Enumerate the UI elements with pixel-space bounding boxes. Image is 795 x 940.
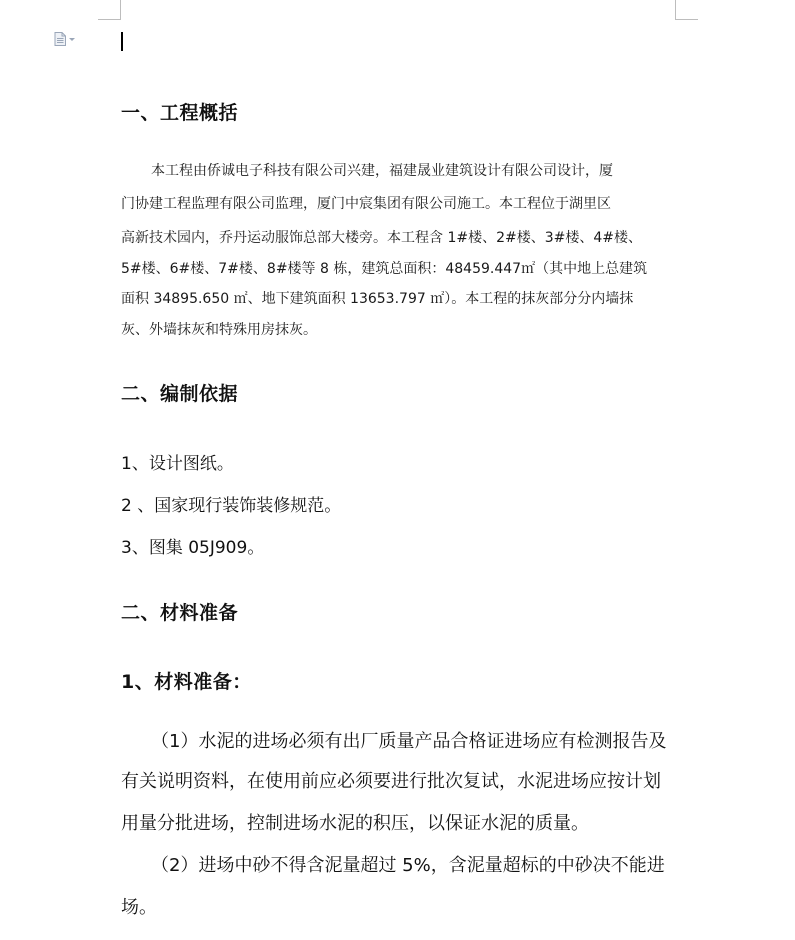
overview-line-2: 门协建工程监理有限公司监理，厦门中宸集团有限公司施工。本工程位于湖里区 [121,196,611,212]
overview-line-3: 高新技术园内，乔丹运动服饰总部大楼旁。本工程含 1#楼、2#楼、3#楼、4#楼、 [121,230,642,246]
paragraph-handle[interactable] [54,31,75,47]
text-cursor [121,32,123,51]
material-line-3: 用量分批进场，控制进场水泥的积压，以保证水泥的质量。 [121,813,589,834]
material-line-1: （1）水泥的进场必须有出厂质量产品合格证进场应有检测报告及 [151,731,667,752]
chevron-down-icon [69,38,75,41]
crop-mark-right-horizontal [675,19,698,20]
overview-line-5: 面积 34895.650 ㎡、地下建筑面积 13653.797 ㎡）。本工程的抹灰部分分内墙抹 [121,291,634,307]
material-line-4: （2）进场中砂不得含泥量超过 5%，含泥量超标的中砂决不能进 [151,855,665,876]
heading-overview: 一、工程概括 [121,102,239,124]
crop-mark-left-vertical [120,0,121,20]
crop-mark-left-horizontal [98,19,121,20]
basis-item-1: 1、设计图纸。 [121,454,234,474]
overview-line-1: 本工程由侨诚电子科技有限公司兴建，福建晟业建筑设计有限公司设计，厦 [151,163,613,179]
basis-item-2: 2 、国家现行装饰装修规范。 [121,496,342,516]
subheading-materials: 1、材料准备： [121,671,252,693]
crop-mark-right-vertical [675,0,676,20]
basis-item-3: 3、图集 05J909。 [121,538,265,558]
heading-materials: 二、材料准备 [121,602,239,624]
overview-line-4: 5#楼、6#楼、7#楼、8#楼等 8 栋，建筑总面积：48459.447㎡（其中地上总建筑 [121,261,648,277]
overview-line-6: 灰、外墙抹灰和特殊用房抹灰。 [121,322,317,338]
document-icon [54,32,66,46]
heading-basis: 二、编制依据 [121,383,239,405]
material-line-2: 有关说明资料，在使用前应必须要进行批次复试，水泥进场应按计划 [121,771,661,792]
material-line-5: 场。 [121,897,157,918]
